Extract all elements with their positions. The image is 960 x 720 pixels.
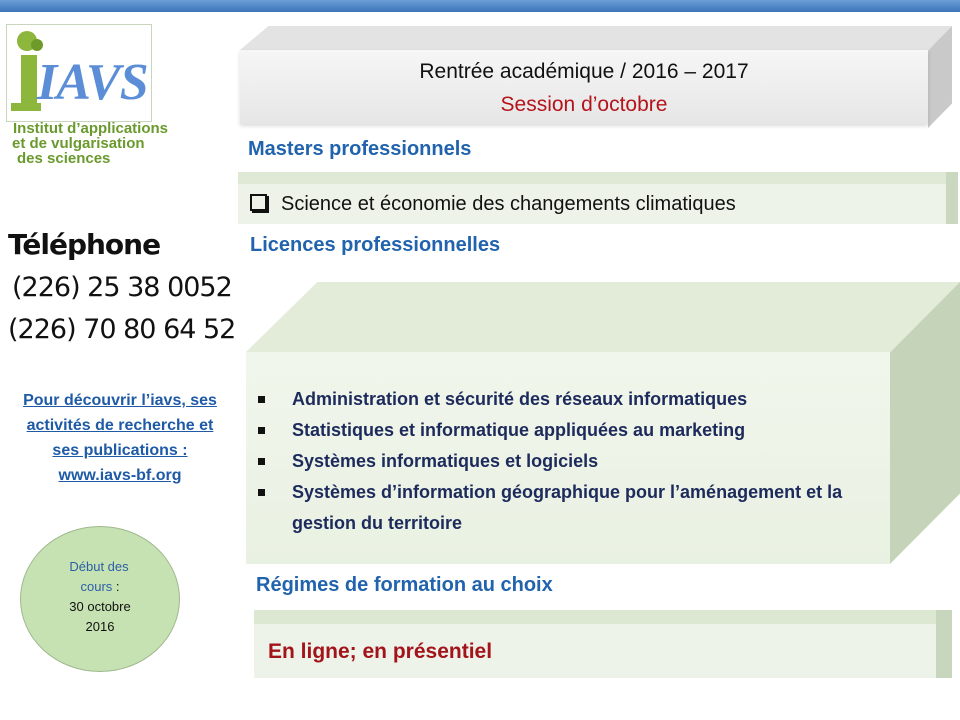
- discover-line: Pour découvrir l’iavs, ses: [23, 392, 217, 409]
- regimes-box-side: [936, 610, 952, 678]
- licence-label: Systèmes informatiques et logiciels: [292, 451, 599, 471]
- logo-stem: [21, 55, 37, 109]
- licences-heading: Licences professionnelles: [250, 234, 501, 256]
- list-item: [256, 446, 876, 477]
- list-item: [256, 477, 876, 539]
- licence-label: Systèmes d’information géographique pour l’aménagement et la gestion du territoire: [292, 482, 843, 533]
- masters-item-label: Science et économie des changements climatiques: [281, 193, 736, 215]
- institute-name: [13, 121, 223, 166]
- academic-year: Rentrée académique / 2016 – 2017: [419, 60, 749, 83]
- regimes-box-top: [254, 610, 952, 624]
- discover-line: activités de recherche et: [26, 417, 214, 434]
- phone-number: (226) 70 80 64 52: [8, 314, 236, 345]
- licences-list: [256, 384, 876, 539]
- licence-label: Statistiques et informatique appliquées au marketing: [292, 420, 746, 440]
- list-item: [256, 415, 876, 446]
- top-bar: [0, 0, 960, 12]
- logo-text: IAVS: [37, 54, 148, 111]
- website-link[interactable]: www.iavs-bf.org: [58, 467, 182, 484]
- phone-number: (226) 25 38 0052: [12, 272, 232, 303]
- start-line: :: [112, 579, 120, 594]
- regimes-value: En ligne; en présentiel: [268, 640, 493, 663]
- header-box-top: [240, 26, 952, 50]
- institute-line: Institut d’applications: [13, 120, 169, 137]
- discover-link[interactable]: [8, 388, 232, 488]
- bullet-icon: [258, 396, 265, 403]
- list-item: [256, 384, 876, 415]
- start-year: 2016: [85, 619, 115, 634]
- start-line: cours: [80, 579, 113, 594]
- checkbox-icon: [250, 194, 267, 211]
- licence-label: Administration et sécurité des réseaux informatiques: [292, 389, 748, 409]
- bullet-icon: [258, 489, 265, 496]
- bullet-icon: [258, 458, 265, 465]
- masters-heading: Masters professionnels: [248, 138, 472, 160]
- regimes-heading: Régimes de formation au choix: [256, 574, 553, 596]
- discover-line: ses publications :: [52, 442, 188, 459]
- institute-line: des sciences: [17, 150, 111, 167]
- start-date-badge: [20, 526, 180, 672]
- phone-title: Téléphone: [8, 228, 161, 261]
- institute-line: et de vulgarisation: [12, 135, 145, 152]
- masters-box-side: [946, 172, 958, 224]
- masters-box-top: [238, 172, 956, 184]
- licences-box-top: [246, 282, 960, 352]
- start-date: 30 octobre: [69, 599, 131, 614]
- start-line: Début des: [69, 559, 129, 574]
- logo-dot-small: [31, 39, 43, 51]
- iavs-logo: [6, 24, 152, 122]
- session-title: Session d’octobre: [500, 93, 668, 116]
- masters-item: [250, 193, 736, 216]
- bullet-icon: [258, 427, 265, 434]
